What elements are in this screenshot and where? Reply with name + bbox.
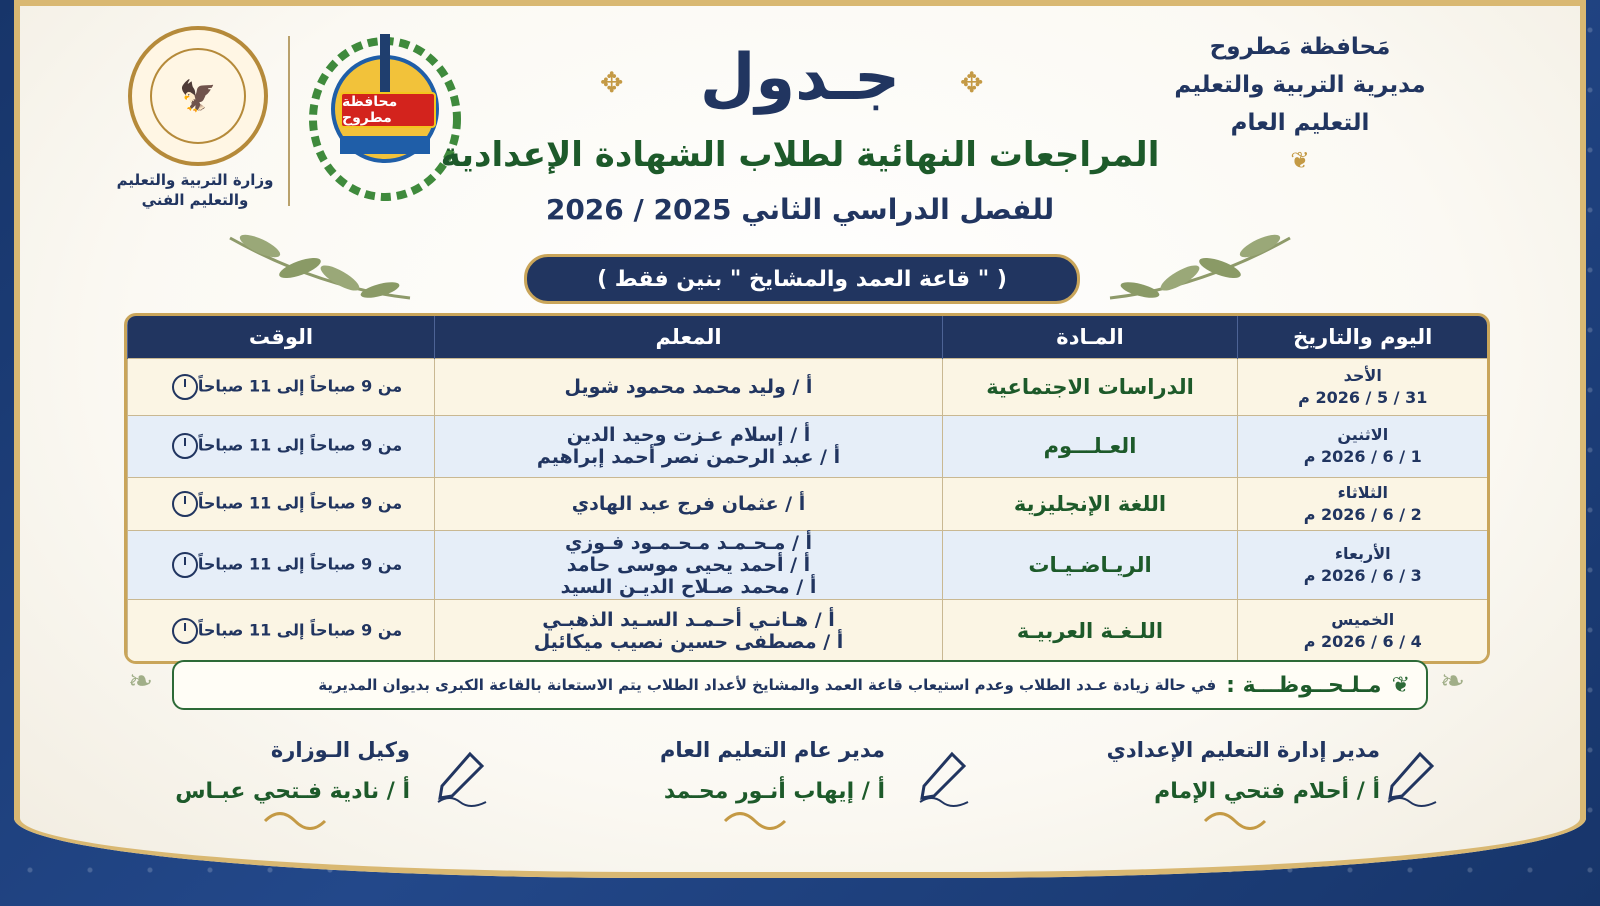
subject-cell: اللـغـة العربيـة (943, 600, 1238, 661)
signatory-name: أ / نادية فـتحي عبـاس (175, 779, 410, 804)
subject-cell: العـلـــوم (943, 416, 1238, 477)
day-label: الأربعاء (1334, 543, 1391, 563)
signatory-title: مدير إدارة التعليم الإعدادي (1106, 738, 1380, 762)
col-header-subject: المـادة (943, 316, 1238, 359)
time-label: من 9 صباحاً إلى 11 صباحاً (197, 435, 403, 455)
ministry-name-line1: وزارة التربية والتعليم (116, 171, 274, 189)
day-label: الخميس (1331, 609, 1395, 629)
col-header-time: الوقت (128, 316, 435, 359)
time-cell (128, 600, 435, 661)
date-cell (1238, 359, 1488, 416)
pen-icon (1380, 748, 1440, 808)
time-label: من 9 صباحاً إلى 11 صباحاً (197, 376, 403, 396)
teacher-cell (435, 530, 943, 599)
page-title: جـدول (699, 41, 901, 115)
teacher-cell (435, 600, 943, 661)
schedule-table (124, 313, 1490, 664)
time-cell (128, 477, 435, 530)
day-label: الثلاثاء (1337, 482, 1388, 502)
table-row (128, 359, 1488, 416)
clock-icon (172, 491, 198, 517)
clock-icon (172, 552, 198, 578)
time-cell (128, 416, 435, 477)
department-name: التعليم العام (1230, 110, 1370, 136)
ornament-icon: ❦ (1290, 148, 1310, 174)
teacher-name: أ / هـانـي أحـمـد السـيد الذهبـي (542, 608, 835, 631)
page-subtitle: المراجعات النهائية لطلاب الشهادة الإعدادية (440, 135, 1160, 175)
note-text: في حالة زيادة عـدد الطلاب وعدم استيعاب قاعة العمد والمشايخ لأعداد الطلاب يتم الاستعانة بالقاعة الكبرى بديوان المديرية (318, 676, 1217, 694)
time-label: من 9 صباحاً إلى 11 صباحاً (197, 493, 403, 513)
teacher-cell (435, 359, 943, 416)
leaf-icon: ❦ (1391, 672, 1410, 698)
date-cell (1238, 416, 1488, 477)
time-cell (128, 530, 435, 599)
teacher-name: أ / مـحـمـد مـحـمـود فـوزي (564, 531, 813, 554)
date-label: 31 / 5 / 2026 م (1298, 388, 1428, 408)
signatory-name: أ / أحلام فتحي الإمام (1154, 779, 1380, 804)
teacher-name: أ / أحمد يحيى موسى حامد (566, 553, 811, 576)
day-label: الاثنين (1337, 425, 1389, 445)
olive-branch-left-icon (220, 218, 420, 308)
teacher-name: أ / مصطفى حسين نصيب ميكائيل (533, 630, 844, 653)
date-label: 1 / 6 / 2026 م (1303, 447, 1422, 467)
clock-icon (172, 433, 198, 459)
teacher-name: أ / عثمان فرج عبد الهادي (571, 492, 806, 515)
ornament-icon (720, 806, 790, 836)
table-row (128, 600, 1488, 661)
teacher-cell (435, 416, 943, 477)
note-label: مـلـحــوظـــة : (1226, 672, 1382, 698)
flourish-right-icon: ✥ (960, 66, 984, 99)
hall-badge: ( قاعة العمد والمشايخ " بنين فقط " ) (524, 254, 1080, 304)
teacher-name: أ / عبد الرحمن نصر أحمد إبراهيم (536, 446, 841, 469)
col-header-date: اليوم والتاريخ (1238, 316, 1488, 359)
table-row (128, 530, 1488, 599)
teacher-name: أ / محمد صـلاح الديـن السيد (560, 575, 817, 598)
time-label: من 9 صباحاً إلى 11 صباحاً (197, 554, 403, 574)
date-label: 3 / 6 / 2026 م (1303, 565, 1422, 585)
date-label: 2 / 6 / 2026 م (1303, 504, 1422, 524)
issuer-block (1160, 28, 1440, 180)
signature-block (1080, 730, 1380, 814)
signatory-name: أ / إيهاب أنـور محـمد (663, 779, 885, 804)
time-label: من 9 صباحاً إلى 11 صباحاً (197, 620, 403, 640)
ministry-seal (128, 26, 268, 166)
teacher-name: أ / إسلام عـزت وحيد الدين (566, 424, 811, 447)
subject-cell: الدراسات الاجتماعية (943, 359, 1238, 416)
leaf-right-icon: ❧ (1440, 664, 1466, 699)
date-cell (1238, 477, 1488, 530)
leaf-left-icon: ❧ (128, 664, 154, 699)
ornament-icon (1200, 806, 1270, 836)
teacher-cell (435, 477, 943, 530)
signature-block (585, 730, 885, 814)
logo-divider (288, 36, 290, 206)
teacher-name: أ / وليد محمد محمود شويل (564, 376, 813, 399)
term-label: للفصل الدراسي الثاني 2025 / 2026 (545, 193, 1055, 226)
subject-cell: الريـاضـيـات (943, 530, 1238, 599)
ministry-name-line2: والتعليم الفني (141, 191, 249, 209)
flourish-left-icon: ✥ (600, 66, 624, 99)
date-cell (1238, 530, 1488, 599)
date-cell (1238, 600, 1488, 661)
subject-cell: اللغة الإنجليزية (943, 477, 1238, 530)
directorate-name: مديرية التربية والتعليم (1174, 72, 1426, 98)
table-row (128, 416, 1488, 477)
ministry-name (100, 170, 290, 210)
signature-block (110, 730, 410, 814)
table-header-row (128, 316, 1488, 359)
pen-icon (430, 748, 490, 808)
ornament-icon (260, 806, 330, 836)
col-header-teacher: المعلم (435, 316, 943, 359)
clock-icon (172, 618, 198, 644)
governorate-name: مَحافظة مَطروح (1209, 34, 1391, 60)
date-label: 4 / 6 / 2026 م (1303, 631, 1422, 651)
olive-branch-right-icon (1100, 218, 1300, 308)
day-label: الأحد (1343, 366, 1382, 386)
table-row (128, 477, 1488, 530)
clock-icon (172, 374, 198, 400)
signatory-title: وكيل الـوزارة (270, 738, 410, 762)
time-cell (128, 359, 435, 416)
eagle-emblem-icon: 🦅 (150, 48, 246, 144)
pen-icon (912, 748, 972, 808)
signatory-title: مدير عام التعليم العام (660, 738, 885, 762)
note-box (172, 660, 1428, 710)
governorate-badge: محافظة مطروح (340, 92, 436, 128)
